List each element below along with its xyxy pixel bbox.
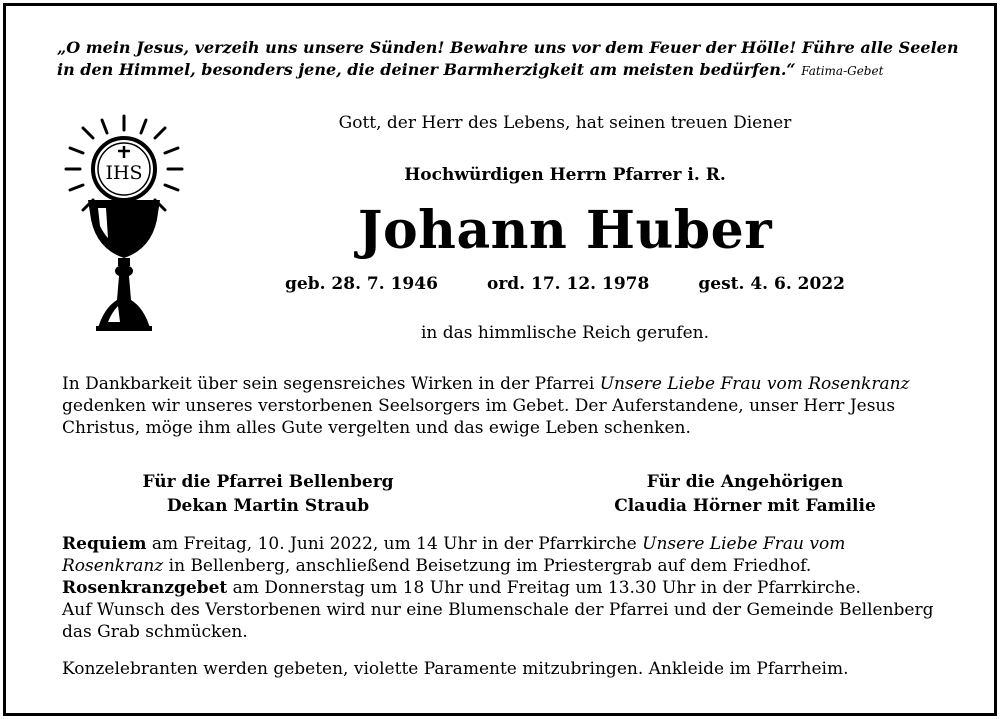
signature-family-line-2: Claudia Hörner mit Familie: [614, 496, 876, 516]
signature-family-line-1: Für die Angehörigen: [646, 472, 844, 492]
parish-name: Unsere Liebe Frau vom Rosenkranz: [599, 374, 910, 394]
called-line: in das himmlische Reich gerufen.: [421, 323, 709, 343]
quote-line-1: „O mein Jesus, verzeih uns unsere Sünden! Bewahre uns vor dem Feuer der Hölle! Führe alle Seelen: [57, 38, 959, 57]
signature-family: [565, 470, 925, 518]
ordination-date: ord. 17. 12. 1978: [486, 274, 650, 294]
requiem-text-b: in Bellenberg, anschließend Beisetzung im Priestergrab auf dem Friedhof.: [163, 556, 812, 576]
quote-line-2-text: in den Himmel, besonders jene, die deiner Barmherzigkeit am meisten bedürfen.“: [57, 60, 796, 79]
flowers-info: Auf Wunsch des Verstorbenen wird nur eine Blumenschale der Pfarrei und der Gemeinde Bellenberg das Grab schmücken.: [62, 600, 934, 642]
gratitude-text-b: gedenken wir unseres verstorbenen Seelsorgers im Gebet. Der Auferstandene, unser Herr Jesus Christus, möge ihm alles Gute vergelten und das ewige Leben schenken.: [62, 396, 896, 438]
rosary-info: [62, 577, 942, 599]
deceased-title: Hochwürdigen Herrn Pfarrer i. R.: [404, 165, 726, 185]
requiem-parish: Unsere Liebe Frau vom Rosenkranz: [62, 534, 846, 576]
rosary-label: Rosenkranzgebet: [62, 578, 228, 598]
requiem-text-a: am Freitag, 10. Juni 2022, um 14 Uhr in der Pfarrkirche: [146, 534, 643, 554]
chalice-host-icon: [60, 108, 188, 338]
signature-parish-line-2: Dekan Martin Straub: [166, 496, 370, 516]
gratitude-text-a: In Dankbarkeit über sein segensreiches Wirken in der Pfarrei: [62, 374, 600, 394]
signature-parish-line-1: Für die Pfarrei Bellenberg: [142, 472, 394, 492]
rosary-text: am Donnerstag um 18 Uhr und Freitag um 13.30 Uhr in der Pfarrkirche.: [227, 578, 861, 598]
quote-source: Fatima-Gebet: [801, 64, 884, 78]
signature-parish: [88, 470, 448, 518]
intro-line: Gott, der Herr des Lebens, hat seinen treuen Diener: [338, 113, 792, 133]
requiem-info: [62, 533, 942, 577]
birth-date: geb. 28. 7. 1946: [285, 274, 438, 294]
deceased-name: Johann Huber: [357, 200, 773, 261]
quote-line-2: [57, 59, 958, 82]
life-dates: [285, 274, 845, 294]
service-details: [62, 533, 942, 643]
ihs-monogram: IHS: [105, 162, 143, 184]
fatima-quote: [57, 37, 958, 82]
gratitude-paragraph: [62, 373, 942, 439]
requiem-label: Requiem: [62, 534, 147, 554]
closing-note: Konzelebranten werden gebeten, violette Paramente mitzubringen. Ankleide im Pfarrheim.: [62, 659, 849, 679]
death-date: gest. 4. 6. 2022: [698, 274, 845, 294]
